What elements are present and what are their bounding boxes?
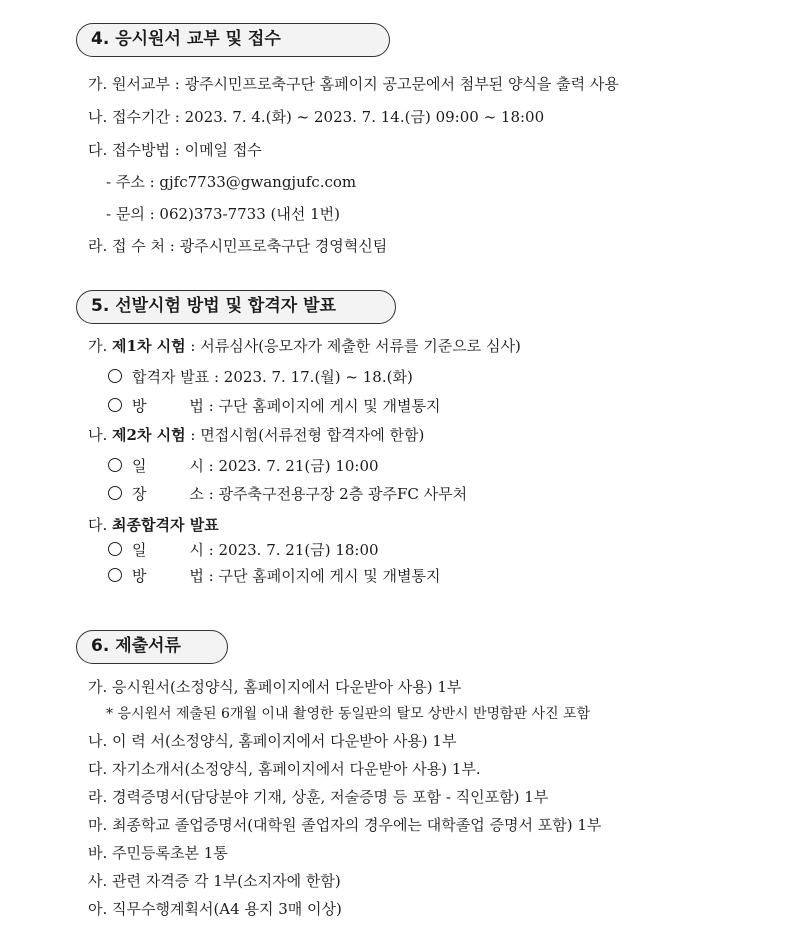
s5-b1-value: : 2023. 7. 21(금) 10:00 [203, 457, 379, 475]
s6-item-a-note: * 응시원서 제출된 6개월 이내 촬영한 동일판의 탈모 상반시 반명함판 사진 포함 [106, 706, 591, 722]
circle-bullet-icon [108, 542, 122, 556]
s5-item-c [88, 515, 219, 535]
s5-c1-value: : 2023. 7. 21(금) 18:00 [203, 541, 379, 559]
s5-c2-label: 방 법 [132, 567, 204, 585]
circle-bullet-icon [108, 458, 122, 472]
s5-b-rest: : 면접시험(서류전형 합격자에 한함) [185, 426, 425, 444]
s5-b-bold: 제2차 시험 [112, 426, 186, 444]
s5-a-bold: 제1차 시험 [112, 337, 186, 355]
s5-item-b1 [108, 456, 379, 476]
s5-c1-label: 일 시 [132, 541, 204, 559]
s6-item-e: 마. 최종학교 졸업증명서(대학원 졸업자의 경우에는 대학졸업 증명서 포함) 1부 [88, 816, 602, 834]
s5-c-bold: 최종합격자 발표 [112, 516, 219, 534]
s6-item-g: 사. 관련 자격증 각 1부(소지자에 한함) [88, 872, 341, 890]
circle-bullet-icon [108, 369, 122, 383]
s5-a1-value: : 2023. 7. 17.(월) ~ 18.(화) [209, 368, 413, 386]
s5-a-prefix: 가. [88, 337, 113, 355]
s4-item-c: 다. 접수방법 : 이메일 접수 [88, 141, 262, 159]
s4-item-c2: - 문의 : 062)373-7733 (내선 1번) [106, 205, 341, 223]
s5-a2-value: : 구단 홈페이지에 게시 및 개별통지 [203, 397, 441, 415]
section-4-heading: 4. 응시원서 교부 및 접수 [76, 23, 390, 57]
s5-b-prefix: 나. [88, 426, 113, 444]
circle-bullet-icon [108, 568, 122, 582]
s5-c2-value: : 구단 홈페이지에 게시 및 개별통지 [203, 567, 441, 585]
circle-bullet-icon [108, 486, 122, 500]
s5-a-rest: : 서류심사(응모자가 제출한 서류를 기준으로 심사) [185, 337, 521, 355]
s4-item-a: 가. 원서교부 : 광주시민프로축구단 홈페이지 공고문에서 첨부된 양식을 출력 사용 [88, 75, 619, 93]
s5-a1-label: 합격자 발표 [132, 368, 210, 386]
s4-item-c1: - 주소 : gjfc7733@gwangjufc.com [106, 173, 357, 191]
s6-item-b: 나. 이 력 서(소정양식, 홈페이지에서 다운받아 사용) 1부 [88, 732, 457, 750]
s5-item-c1 [108, 540, 379, 560]
s6-item-d: 라. 경력증명서(담당분야 기재, 상훈, 저술증명 등 포함 - 직인포함) 1부 [88, 788, 549, 806]
s6-item-f: 바. 주민등록초본 1통 [88, 844, 228, 862]
s5-item-a [88, 336, 521, 356]
s6-item-h: 아. 직무수행계획서(A4 용지 3매 이상) [88, 900, 342, 918]
section-5-heading: 5. 선발시험 방법 및 합격자 발표 [76, 290, 396, 324]
s5-c-prefix: 다. [88, 516, 113, 534]
circle-bullet-icon [108, 398, 122, 412]
s5-b2-value: : 광주축구전용구장 2층 광주FC 사무처 [203, 485, 468, 503]
s5-a2-label: 방 법 [132, 397, 204, 415]
section-6-heading: 6. 제출서류 [76, 630, 228, 664]
s5-item-b [88, 425, 424, 445]
s4-item-b: 나. 접수기간 : 2023. 7. 4.(화) ~ 2023. 7. 14.(금) 09:00 ~ 18:00 [88, 108, 545, 126]
s5-item-a2 [108, 396, 440, 416]
s5-item-a1 [108, 367, 413, 387]
s5-item-b2 [108, 484, 467, 504]
s4-item-d: 라. 접 수 처 : 광주시민프로축구단 경영혁신팀 [88, 237, 388, 255]
s5-item-c2 [108, 566, 440, 586]
s5-b2-label: 장 소 [132, 485, 204, 503]
s6-item-c: 다. 자기소개서(소정양식, 홈페이지에서 다운받아 사용) 1부. [88, 760, 481, 778]
s6-item-a: 가. 응시원서(소정양식, 홈페이지에서 다운받아 사용) 1부 [88, 678, 462, 696]
s5-b1-label: 일 시 [132, 457, 204, 475]
